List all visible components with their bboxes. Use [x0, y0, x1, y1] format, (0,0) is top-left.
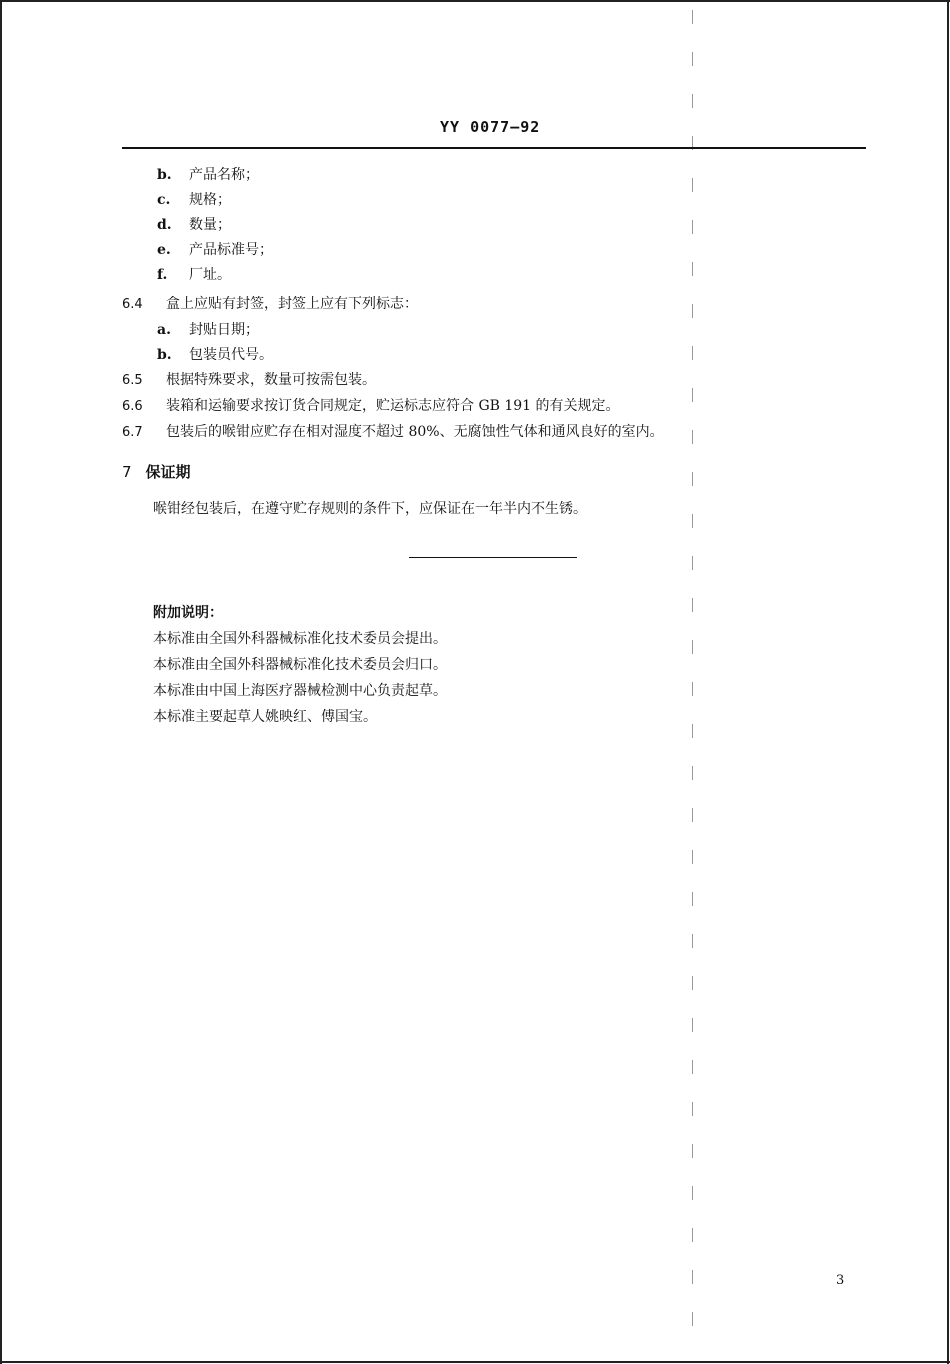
clause-number: 6.7: [122, 425, 143, 440]
list-item-text: 包装员代号。: [189, 347, 273, 363]
section-number: 7: [122, 463, 132, 481]
clause-number: 6.6: [122, 399, 143, 414]
page-border-right: [947, 0, 949, 1364]
list-item-label: d.: [157, 217, 172, 233]
list-item-label: b.: [157, 167, 172, 183]
clause-number: 6.4: [122, 297, 143, 312]
list-item: [157, 266, 231, 284]
list-item-text: 封贴日期；: [189, 322, 259, 338]
page-border-left: [0, 0, 2, 1364]
standard-code: YY 0077—92: [440, 118, 541, 136]
header-rule: [122, 147, 866, 149]
list-item: [157, 321, 259, 339]
list-item: [157, 216, 231, 234]
end-rule: [409, 557, 577, 558]
page-number: 3: [836, 1273, 845, 1288]
list-item-label: f.: [157, 267, 168, 283]
list-item-label: a.: [157, 322, 171, 338]
section-heading: [122, 461, 191, 482]
notes-line: 本标准由全国外科器械标准化技术委员会提出。: [153, 631, 447, 647]
page-border-bottom: [0, 1361, 950, 1363]
list-item-text: 规格；: [189, 192, 231, 208]
clause-text: 包装后的喉钳应贮存在相对湿度不超过 80%、无腐蚀性气体和通风良好的室内。: [166, 424, 664, 440]
clause-6-6: [122, 397, 620, 416]
notes-line: 本标准由全国外科器械标准化技术委员会归口。: [153, 657, 447, 673]
binding-line: [692, 10, 693, 1350]
list-item-label: b.: [157, 347, 172, 363]
list-item-text: 产品名称；: [189, 167, 259, 183]
page-border-top: [0, 0, 950, 2]
list-item: [157, 346, 273, 364]
list-item-text: 数量；: [189, 217, 231, 233]
notes-line: 本标准由中国上海医疗器械检测中心负责起草。: [153, 683, 447, 699]
section-body: 喉钳经包装后，在遵守贮存规则的条件下，应保证在一年半内不生锈。: [153, 501, 587, 517]
clause-6-4: [122, 295, 418, 314]
notes-line: 本标准主要起草人姚映红、傅国宝。: [153, 709, 377, 725]
list-item: [157, 241, 273, 259]
clause-text: 盒上应贴有封签，封签上应有下列标志：: [166, 296, 418, 312]
clause-6-7: [122, 423, 664, 442]
list-item-label: e.: [157, 242, 171, 258]
list-item: [157, 166, 259, 184]
list-item-text: 厂址。: [189, 267, 231, 283]
clause-text: 装箱和运输要求按订货合同规定，贮运标志应符合 GB 191 的有关规定。: [166, 398, 620, 414]
clause-number: 6.5: [122, 373, 143, 388]
clause-6-5: [122, 371, 376, 390]
section-title: 保证期: [145, 463, 191, 481]
list-item-text: 产品标准号；: [189, 242, 273, 258]
list-item: [157, 191, 231, 209]
clause-text: 根据特殊要求，数量可按需包装。: [166, 372, 376, 388]
notes-title: 附加说明：: [153, 605, 223, 621]
list-item-label: c.: [157, 192, 171, 208]
